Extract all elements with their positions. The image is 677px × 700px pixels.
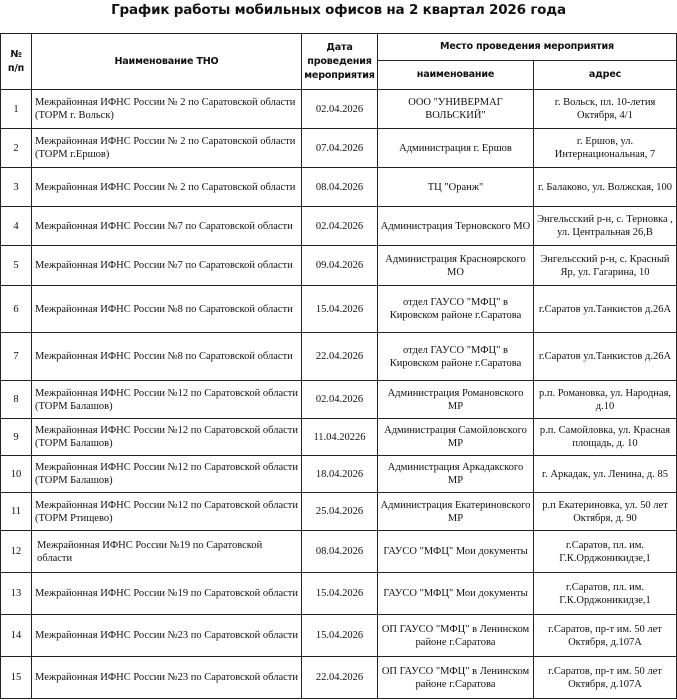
cell-tno: Межрайонная ИФНС России №23 по Саратовской области xyxy=(32,657,302,699)
table-row xyxy=(1,573,677,615)
cell-num: 3 xyxy=(1,168,32,207)
cell-tno: Межрайонная ИФНС России № 2 по Саратовской области xyxy=(32,168,302,207)
cell-place-name: ОП ГАУСО "МФЦ" в Ленинском районе г.Саратова xyxy=(378,657,534,699)
cell-num: 13 xyxy=(1,573,32,615)
cell-place-address: г.Саратов, пр-т им. 50 лет Октября, д.107А xyxy=(534,615,677,657)
document-title: График работы мобильных офисов на 2 квартал 2026 года xyxy=(111,2,566,18)
cell-place-name: Администрация Самойловского МР xyxy=(378,419,534,456)
cell-place-address: г.Саратов, пл. им. Г.К.Орджоникидзе,1 xyxy=(534,531,677,573)
cell-place-address: Энгельсский р-н, с. Красный Яр, ул. Гагарина, 10 xyxy=(534,246,677,286)
cell-tno: Межрайонная ИФНС России №7 по Саратовской области xyxy=(32,246,302,286)
cell-place-name: ООО "УНИВЕРМАГ ВОЛЬСКИЙ" xyxy=(378,90,534,129)
cell-place-name: Администрация г. Ершов xyxy=(378,129,534,168)
cell-tno: Межрайонная ИФНС России №12 по Саратовской области (ТОРМ Ртищево) xyxy=(32,493,302,531)
cell-date: 09.04.2026 xyxy=(302,246,378,286)
table-row xyxy=(1,129,677,168)
cell-tno: Межрайонная ИФНС России № 2 по Саратовской области (ТОРМ г. Вольск) xyxy=(32,90,302,129)
table-row xyxy=(1,456,677,493)
cell-num: 14 xyxy=(1,615,32,657)
cell-date: 02.04.2026 xyxy=(302,381,378,419)
cell-place-address: г.Саратов ул.Танкистов д.26А xyxy=(534,286,677,333)
cell-tno: Межрайонная ИФНС России №7 по Саратовской области xyxy=(32,207,302,246)
cell-tno: Межрайонная ИФНС России №23 по Саратовской области xyxy=(32,615,302,657)
cell-num: 10 xyxy=(1,456,32,493)
table-row xyxy=(1,381,677,419)
cell-tno: Межрайонная ИФНС России №8 по Саратовской области xyxy=(32,286,302,333)
cell-place-address: г.Саратов, пл. им. Г.К.Орджоникидзе,1 xyxy=(534,573,677,615)
cell-place-name: Администрация Аркадакского МР xyxy=(378,456,534,493)
cell-date: 22.04.2026 xyxy=(302,657,378,699)
cell-num: 6 xyxy=(1,286,32,333)
cell-num: 11 xyxy=(1,493,32,531)
cell-num: 1 xyxy=(1,90,32,129)
cell-num: 15 xyxy=(1,657,32,699)
cell-place-name: Администрация Красноярского МО xyxy=(378,246,534,286)
table-row xyxy=(1,333,677,381)
cell-place-address: р.п. Романовка, ул. Народная, д.10 xyxy=(534,381,677,419)
cell-date: 15.04.2026 xyxy=(302,615,378,657)
table-row xyxy=(1,286,677,333)
cell-place-address: г. Балаково, ул. Волжская, 100 xyxy=(534,168,677,207)
cell-tno: Межрайонная ИФНС России №19 по Саратовской области xyxy=(32,531,302,573)
cell-place-address: р.п. Самойловка, ул. Красная площадь, д. 10 xyxy=(534,419,677,456)
table-row xyxy=(1,90,677,129)
cell-num: 4 xyxy=(1,207,32,246)
cell-place-name: Администрация Романовского МР xyxy=(378,381,534,419)
header-place-name: наименование xyxy=(378,61,534,90)
header-num-label: № п/п xyxy=(7,48,25,74)
cell-place-name: отдел ГАУСО "МФЦ" в Кировском районе г.Саратова xyxy=(378,286,534,333)
header-tno: Наименование ТНО xyxy=(32,34,302,90)
cell-num: 12 xyxy=(1,531,32,573)
cell-date: 18.04.2026 xyxy=(302,456,378,493)
cell-place-name: ГАУСО "МФЦ" Мои документы xyxy=(378,573,534,615)
cell-place-address: г. Вольск, пл. 10-летия Октября, 4/1 xyxy=(534,90,677,129)
cell-tno: Межрайонная ИФНС России №12 по Саратовской области (ТОРМ Балашов) xyxy=(32,456,302,493)
cell-tno: Межрайонная ИФНС России №19 по Саратовской области xyxy=(32,573,302,615)
cell-num: 5 xyxy=(1,246,32,286)
cell-date: 07.04.2026 xyxy=(302,129,378,168)
cell-date: 08.04.2026 xyxy=(302,168,378,207)
cell-tno: Межрайонная ИФНС России №12 по Саратовской области (ТОРМ Балашов) xyxy=(32,419,302,456)
table-row xyxy=(1,657,677,699)
cell-date: 15.04.2026 xyxy=(302,573,378,615)
header-num xyxy=(1,34,32,90)
cell-place-name: ГАУСО "МФЦ" Мои документы xyxy=(378,531,534,573)
cell-place-address: г. Аркадак, ул. Ленина, д. 85 xyxy=(534,456,677,493)
cell-place-name: ТЦ "Оранж" xyxy=(378,168,534,207)
table-row xyxy=(1,168,677,207)
cell-date: 02.04.2026 xyxy=(302,207,378,246)
table-row xyxy=(1,207,677,246)
header-place-address: адрес xyxy=(534,61,677,90)
cell-date: 02.04.2026 xyxy=(302,90,378,129)
schedule-table xyxy=(0,33,677,699)
cell-place-name: Администрация Екатериновского МР xyxy=(378,493,534,531)
table-row xyxy=(1,531,677,573)
cell-place-name: Администрация Терновского МО xyxy=(378,207,534,246)
cell-num: 7 xyxy=(1,333,32,381)
cell-num: 8 xyxy=(1,381,32,419)
header-place-group: Место проведения мероприятия xyxy=(378,34,677,61)
cell-place-address: г.Саратов ул.Танкистов д.26А xyxy=(534,333,677,381)
table-row xyxy=(1,419,677,456)
cell-place-name: ОП ГАУСО "МФЦ" в Ленинском районе г.Саратова xyxy=(378,615,534,657)
header-date: Дата проведения мероприятия xyxy=(302,34,378,90)
cell-place-address: г. Ершов, ул. Интернациональная, 7 xyxy=(534,129,677,168)
cell-date: 08.04.2026 xyxy=(302,531,378,573)
cell-date: 11.04.20226 xyxy=(302,419,378,456)
cell-place-address: г.Саратов, пр-т им. 50 лет Октября, д.107А xyxy=(534,657,677,699)
cell-date: 25.04.2026 xyxy=(302,493,378,531)
cell-tno: Межрайонная ИФНС России №8 по Саратовской области xyxy=(32,333,302,381)
cell-tno: Межрайонная ИФНС России № 2 по Саратовской области (ТОРМ г.Ершов) xyxy=(32,129,302,168)
table-row xyxy=(1,493,677,531)
cell-num: 2 xyxy=(1,129,32,168)
table-row xyxy=(1,615,677,657)
cell-place-address: Энгельсский р-н, с. Терновка , ул. Центральная 26,В xyxy=(534,207,677,246)
cell-place-address: р.п Екатериновка, ул. 50 лет Октября, д. 90 xyxy=(534,493,677,531)
cell-date: 15.04.2026 xyxy=(302,286,378,333)
cell-date: 22.04.2026 xyxy=(302,333,378,381)
cell-num: 9 xyxy=(1,419,32,456)
cell-place-name: отдел ГАУСО "МФЦ" в Кировском районе г.Саратова xyxy=(378,333,534,381)
cell-tno: Межрайонная ИФНС России №12 по Саратовской области (ТОРМ Балашов) xyxy=(32,381,302,419)
table-row xyxy=(1,246,677,286)
